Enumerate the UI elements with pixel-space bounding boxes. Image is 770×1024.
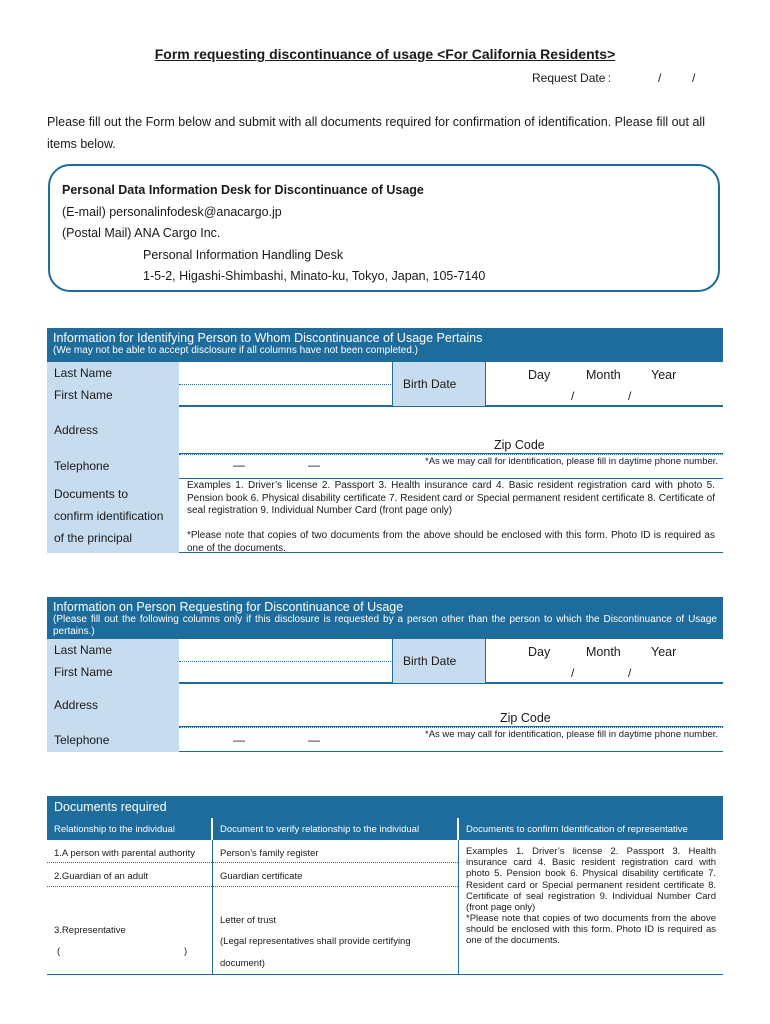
telephone-label: Telephone bbox=[47, 454, 179, 478]
documents-required-title: Documents required bbox=[47, 796, 723, 818]
day-label: Day bbox=[528, 368, 551, 382]
zip-code-label: Zip Code bbox=[494, 438, 545, 452]
principal-section bbox=[47, 328, 723, 553]
doc-row-3-note-2: document) bbox=[220, 958, 265, 969]
last-name-label: Last Name bbox=[47, 362, 179, 384]
doc-row-2: Guardian certificate bbox=[220, 871, 303, 882]
req-day-label: Day bbox=[528, 645, 551, 659]
rel-row-2: 2.Guardian of an adult bbox=[54, 871, 149, 882]
birth-date-label: Birth Date bbox=[393, 362, 485, 406]
requester-section-subtitle: (Please fill out the following columns only if this disclosure is requested by a person other than the person to which the Discontinuance of Usage pertains.) bbox=[53, 614, 717, 637]
phone-note: *As we may call for identification, please fill in daytime phone number. bbox=[425, 456, 719, 467]
year-label: Year bbox=[651, 368, 677, 382]
req-last-name-label: Last Name bbox=[47, 639, 179, 661]
contact-desk-box bbox=[48, 164, 720, 292]
req-first-name-label: First Name bbox=[47, 661, 179, 683]
address-label: Address bbox=[47, 406, 179, 454]
phone-dash-1: — bbox=[233, 458, 245, 472]
req-phone-note: *As we may call for identification, please fill in daytime phone number. bbox=[425, 729, 719, 740]
req-birth-sep-2: / bbox=[628, 666, 632, 680]
phone-dash-2: — bbox=[308, 458, 320, 472]
month-label: Month bbox=[586, 368, 621, 382]
request-date-sep-1: / bbox=[658, 71, 662, 85]
req-phone-dash-2: — bbox=[308, 733, 320, 747]
rep-id-note: *Please note that copies of two documents from the above should be enclosed with this form. Photo ID is required as one of the documents. bbox=[466, 913, 716, 947]
col-rep-id-doc: Documents to confirm Identification of representative bbox=[459, 818, 723, 840]
documents-required-table bbox=[47, 796, 723, 978]
principal-section-header bbox=[47, 328, 723, 362]
id-documents-note: *Please note that copies of two documents from the above should be enclosed with this form. Photo ID is required as one of the documents. bbox=[187, 530, 715, 554]
req-address-label: Address bbox=[47, 683, 179, 727]
principal-section-subtitle: (We may not be able to accept disclosure if all columns have not been completed.) bbox=[53, 345, 419, 356]
first-name-label: First Name bbox=[47, 384, 179, 406]
docs-label: Documents to confirm identification of the principal bbox=[47, 478, 179, 553]
desk-address: 1-5-2, Higashi-Shimbashi, Minato-ku, Tokyo, Japan, 105-7140 bbox=[143, 269, 486, 283]
req-year-label: Year bbox=[651, 645, 677, 659]
rel-row-3: 3.Representative bbox=[54, 925, 126, 936]
birth-sep-2: / bbox=[628, 389, 632, 403]
req-month-label: Month bbox=[586, 645, 621, 659]
rep-paren-open: ( bbox=[57, 946, 61, 957]
requester-section-header bbox=[47, 597, 723, 639]
intro-text: Please fill out the Form below and submit with all documents required for confirmation of identification. Please fill out all items below. bbox=[47, 115, 705, 151]
rel-row-1: 1.A person with parental authority bbox=[54, 848, 196, 859]
form-title: Form requesting discontinuance of usage <For California Residents> bbox=[154, 46, 616, 62]
req-telephone-label: Telephone bbox=[47, 727, 179, 752]
col-verify-doc: Document to verify relationship to the individual bbox=[213, 818, 457, 840]
req-telephone-input[interactable] bbox=[179, 727, 425, 752]
doc-row-1: Person’s family register bbox=[220, 848, 319, 859]
requester-section bbox=[47, 597, 723, 752]
rep-paren-close: ) bbox=[184, 946, 188, 957]
doc-row-3-note: (Legal representatives shall provide certifying bbox=[220, 936, 411, 947]
birth-sep-1: / bbox=[571, 389, 575, 403]
req-phone-dash-1: — bbox=[233, 733, 245, 747]
desk-postal: (Postal Mail) ANA Cargo Inc. bbox=[62, 226, 221, 240]
telephone-input[interactable] bbox=[179, 454, 425, 478]
req-zip-code-label: Zip Code bbox=[500, 711, 551, 725]
desk-email: (E-mail) personalinfodesk@anacargo.jp bbox=[62, 204, 282, 219]
request-date-sep-2: / bbox=[692, 71, 696, 85]
request-date-label: Request Date : bbox=[532, 71, 612, 85]
doc-row-3: Letter of trust bbox=[220, 915, 276, 926]
req-address-input[interactable] bbox=[179, 683, 723, 727]
desk-heading: Personal Data Information Desk for Discontinuance of Usage bbox=[62, 183, 424, 197]
id-documents-examples: Examples 1. Driver’s license 2. Passport 3. Health insurance card 4. Basic resident registration card with photo 5. Pension book 6. Physical disability certificate 7. Resident card or Special permanent resident certificate 8. Certificate of seal registration 9. Individual Number Card (front page only) bbox=[187, 480, 715, 516]
request-date bbox=[532, 71, 696, 85]
address-input[interactable] bbox=[179, 406, 723, 454]
principal-section-title: Information for Identifying Person to Whom Discontinuance of Usage Pertains bbox=[53, 331, 483, 345]
requester-section-title: Information on Person Requesting for Discontinuance of Usage bbox=[53, 600, 404, 614]
req-birth-date-label: Birth Date bbox=[393, 639, 485, 683]
desk-dept: Personal Information Handling Desk bbox=[143, 247, 344, 262]
rep-id-examples: Examples 1. Driver’s license 2. Passport 3. Health insurance card 4. Basic resident registration card with photo 5. Pension book 6. Physical disability certificate 7. Resident card or Special permanent resident certificate 8. Certificate of seal registration 9. Individual Number Card (front page only) bbox=[466, 846, 716, 914]
col-relationship: Relationship to the individual bbox=[47, 818, 211, 840]
req-birth-sep-1: / bbox=[571, 666, 575, 680]
